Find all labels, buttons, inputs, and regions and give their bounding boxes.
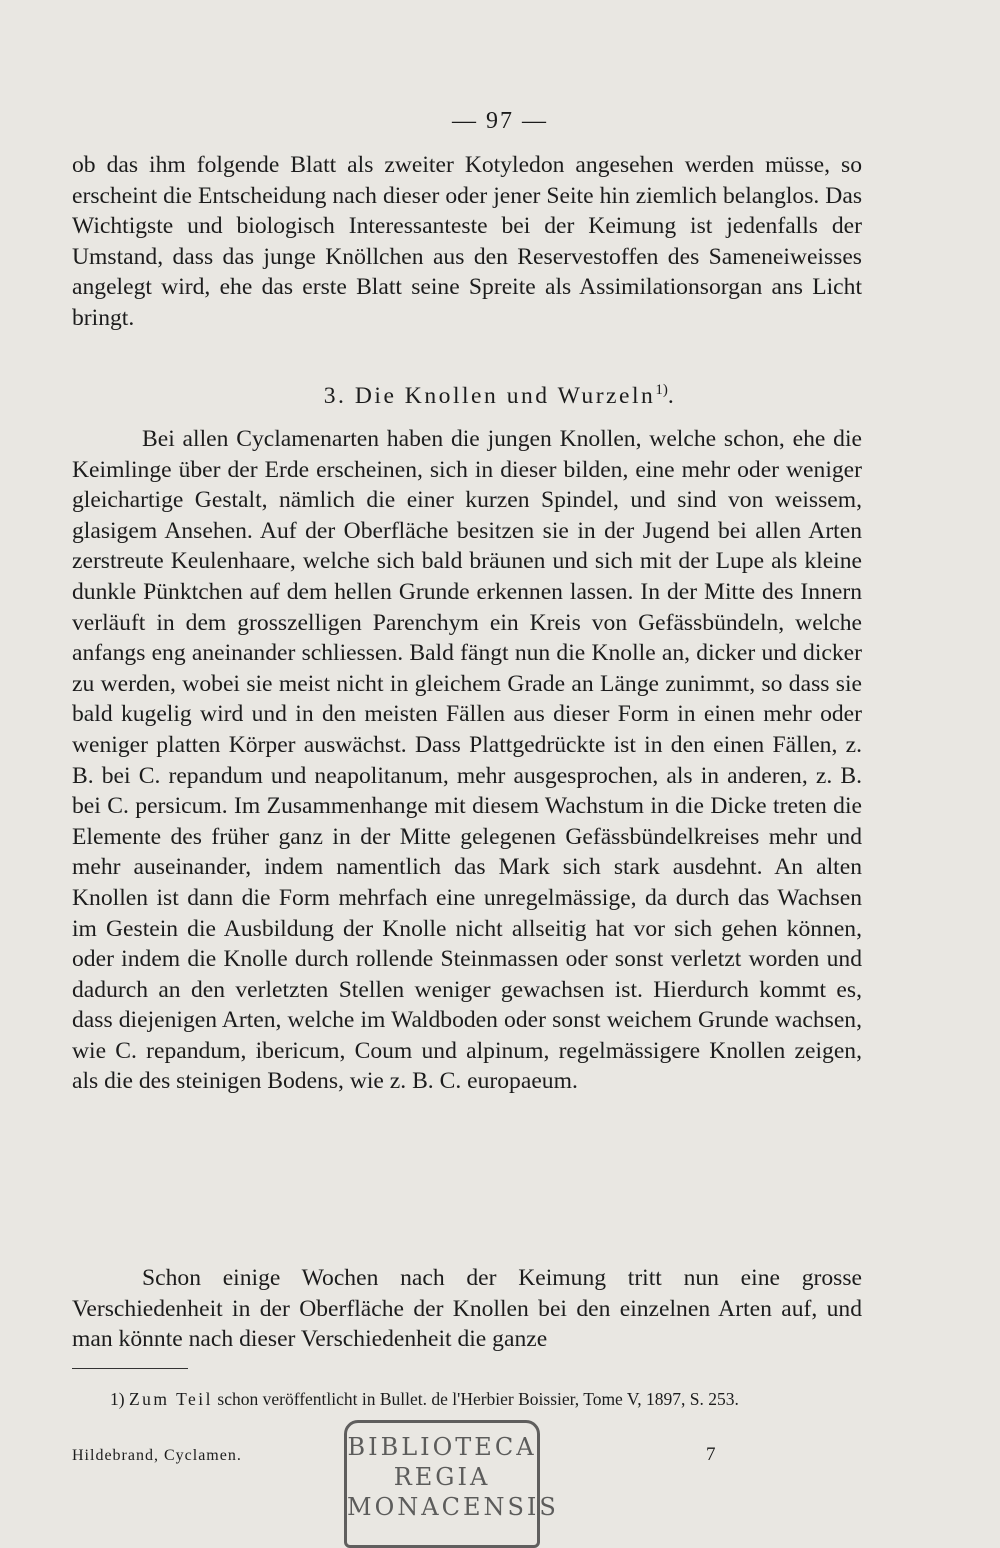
stamp-line-2: REGIA [393,1463,491,1491]
text-paragraph-schon [72,1263,862,1355]
paragraph-intro: ob das ihm folgende Blatt als zweiter Kotyledon angesehen werden müsse, so erscheint die Entscheidung nach dieser oder jener Seite hin ziemlich belanglos. Das Wichtigste und biologisch Interessanteste bei der Keimung ist jedenfalls der Umstand, dass das junge Knöllchen aus den Reservestoffen des Sameneiweisses angelegt wird, ehe das erste Blatt seine Spreite als Assimilationsorgan ans Licht bringt. [72,152,862,331]
footnote-spaced-text: Zum Teil [128,1389,214,1409]
signature-author: Hildebrand, Cyclamen. [72,1447,242,1464]
section-heading [0,382,1000,410]
paragraph-knollen: Bei allen Cyclamenarten haben die jungen Knollen, welche schon, ehe die Keimlinge über der Erde erscheinen, sich in dieser bilden, eine mehr oder weniger gleichartige Gestalt, nämlich die einer kurzen Spindel, und sind von weissem, glasigem Ansehen. Auf der Oberfläche besitzen sie in der Jugend bei allen Arten zerstreute Keulenhaare, welche sich bald bräunen und sich mit der Lupe als kleine dunkle Pünktchen auf dem hellen Grunde erkennen lassen. In der Mitte des Innern verläuft in dem grosszelligen Parenchym ein Kreis von Gefässbündeln, welche anfangs eng aneinander schliessen. Bald fängt nun die Knolle an, dicker und dicker zu werden, wobei sie meist nicht in gleichem Grade an Länge zunimmt, so dass sie bald kugelig wird und in den meisten Fällen aus dieser Form in einen mehr oder weniger platten Körper auswächst. Dass Plattgedrückte ist in den einen Fällen, z. B. bei C. repandum und neapolitanum, mehr ausgesprochen, als in anderen, z. B. bei C. persicum. Im Zusammenhange mit diesem Wachstum in die Dicke treten die Elemente des früher ganz in der Mitte gelegenen Gefässbündelkreises mehr und mehr auseinander, indem namentlich das Mark sich stark ausdehnt. An alten Knollen ist dann die Form mehrfach eine unregelmässige, da durch das Wachsen im Gestein die Ausbildung der Knolle nicht allseitig hat vor sich gehen können, oder indem die Knolle durch rollende Steinmassen oder sonst verletzt worden und dadurch an den verletzten Stellen weniger gewachsen ist. Hierdurch kommt es, dass diejenigen Arten, welche im Waldboden oder sonst weichem Grunde wachsen, wie C. repandum, ibericum, Coum und alpinum, regelmässigere Knollen zeigen, als die des steinigen Bodens, wie z. B. C. europaeum. [72,426,862,1095]
section-footnote-marker: 1) [655,382,668,398]
section-number: 3. [323,382,347,409]
text-paragraph-intro [72,150,862,334]
section-title: Die Knollen und Wurzeln [354,382,656,409]
footnote [72,1386,850,1413]
footnote-text: schon veröffentlicht in Bullet. de l'Herbier Boissier, Tome V, 1897, S. 253. [217,1389,739,1409]
section-closing: . [667,382,677,409]
stamp-line-3: MONACENSIS [347,1493,559,1521]
stamp-line-1: BIBLIOTECA [347,1433,537,1461]
signature-sheet-number: 7 [706,1444,716,1465]
library-stamp [344,1420,559,1548]
page-number: — 97 — [452,108,548,134]
footnote-marker: 1) [110,1389,125,1409]
paragraph-schon: Schon einige Wochen nach der Keimung tritt nun eine grosse Verschiedenheit in der Oberfläche der Knollen bei den einzelnen Arten auf, und man könnte nach dieser Verschiedenheit die ganze [72,1265,862,1353]
footnote-divider [72,1368,188,1369]
text-paragraph-knollen [72,424,862,1097]
